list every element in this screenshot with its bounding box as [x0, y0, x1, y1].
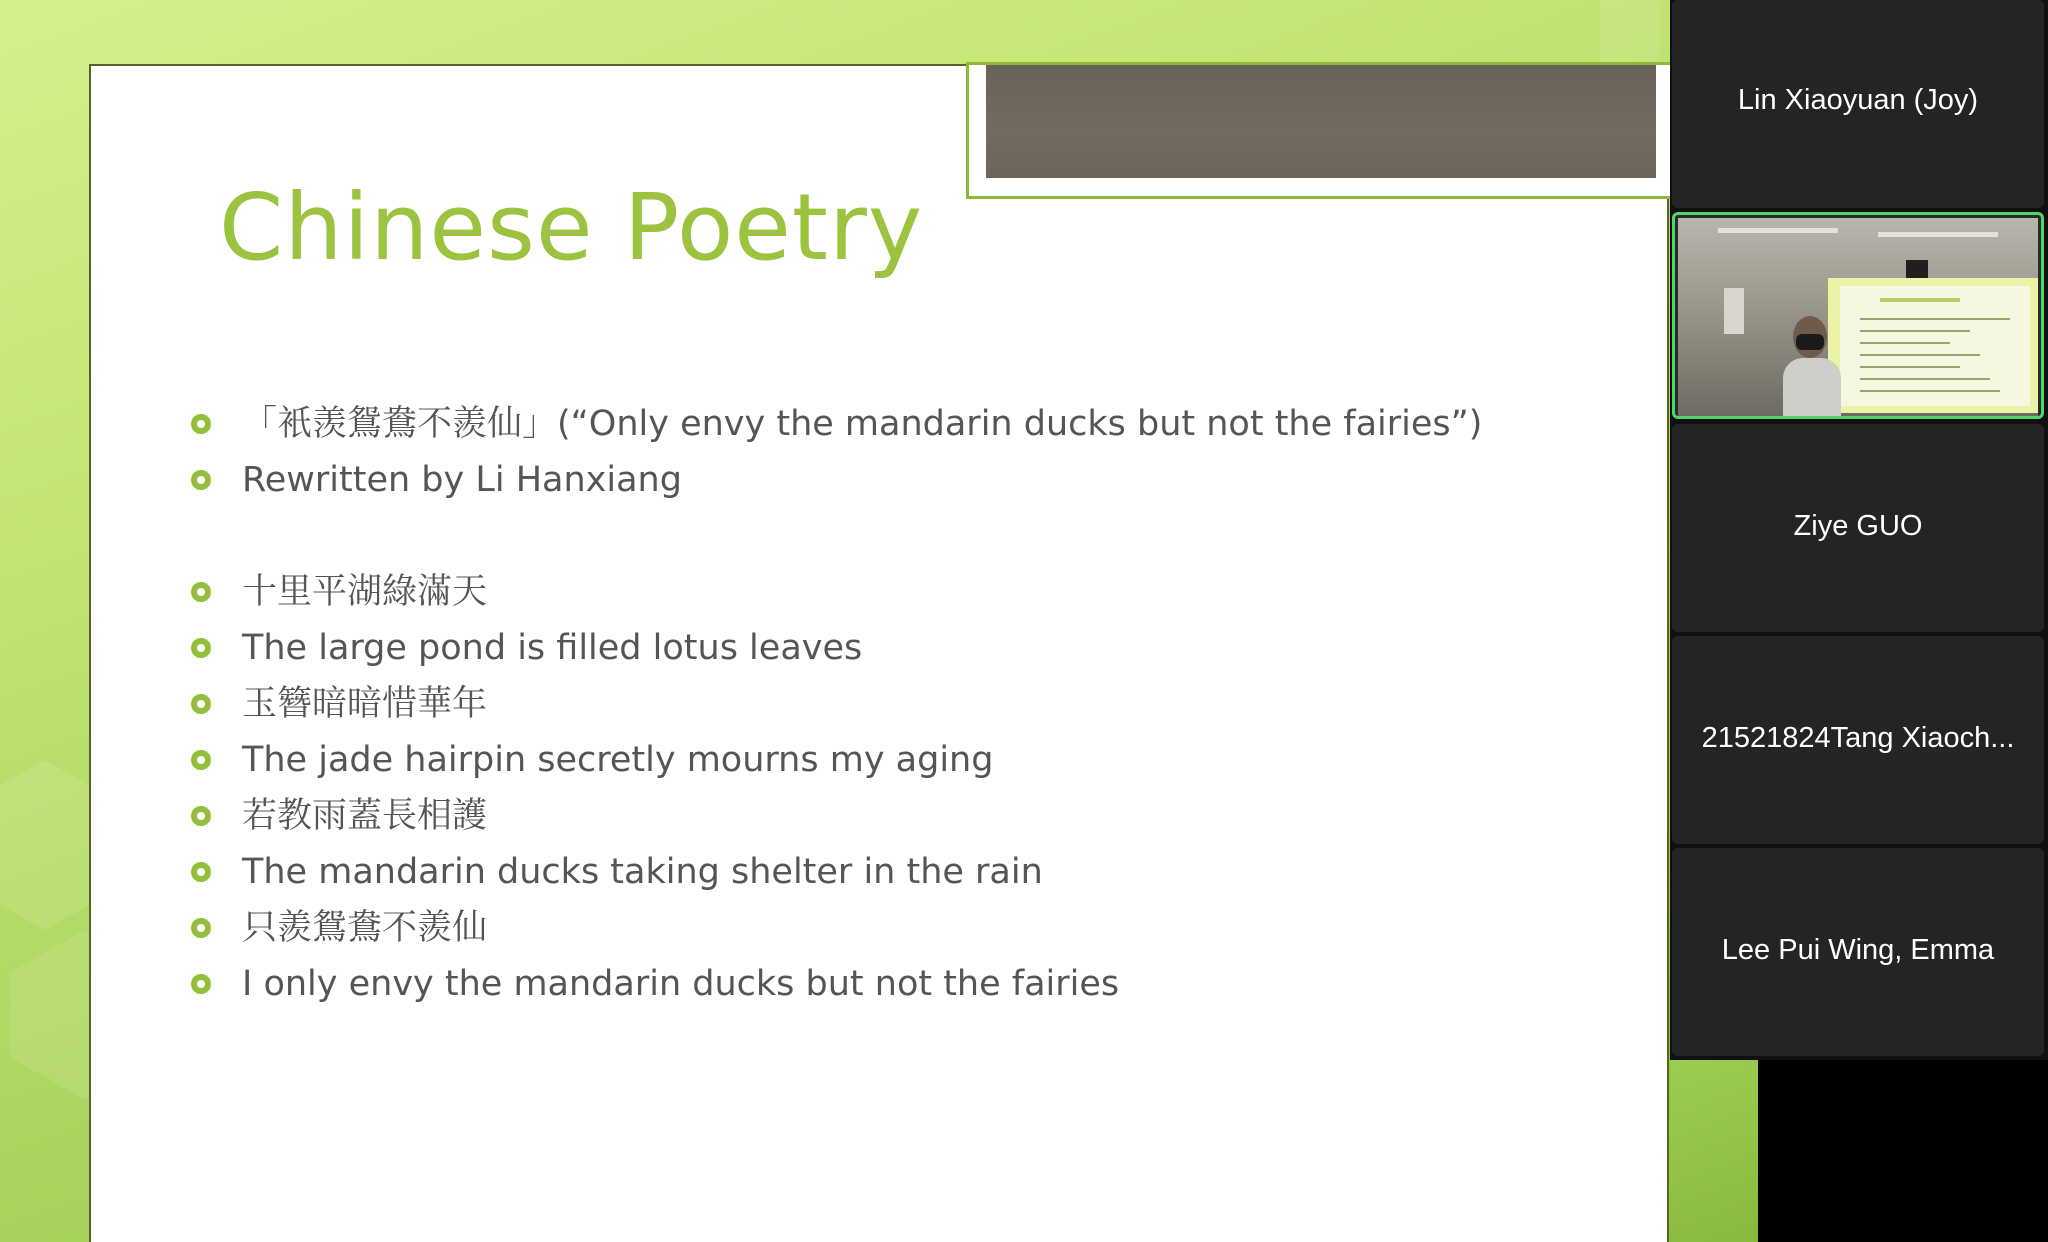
projected-line — [1860, 378, 1990, 380]
bullet-icon — [191, 974, 211, 994]
projection-screen — [1828, 278, 2038, 413]
ceiling-light — [1718, 228, 1838, 233]
wall-speaker — [1906, 260, 1928, 280]
bullet-text: The jade hairpin secretly mourns my aging — [242, 740, 994, 780]
participant-gallery — [1670, 0, 2048, 1060]
projected-line — [1860, 330, 1970, 332]
bullet-icon — [191, 694, 211, 714]
participant-tile[interactable] — [1672, 848, 2044, 1056]
bullet-text: 玉簪暗暗惜華年 — [242, 684, 488, 724]
projected-line — [1860, 342, 1950, 344]
participant-video-tile[interactable] — [1672, 212, 2044, 419]
projected-line — [1860, 366, 1960, 368]
bullet-text: 「衹羡鴛鴦不羨仙」(“Only envy the mandarin ducks but not the fairies”) — [242, 404, 1483, 444]
bullet-text: 若教雨蓋長相護 — [242, 796, 488, 836]
shared-slide-edge — [1670, 1060, 1758, 1242]
participant-tile[interactable] — [1672, 636, 2044, 844]
projected-line — [1860, 390, 2000, 392]
presenter — [1783, 358, 1841, 417]
participant-name: Lin Xiaoyuan (Joy) — [1737, 84, 1979, 116]
bullet-icon — [191, 750, 211, 770]
bullet-icon — [191, 638, 211, 658]
presenter-mask — [1796, 334, 1824, 350]
wall-poster — [1724, 288, 1744, 334]
bullet-icon — [191, 414, 211, 434]
bullet-text: I only envy the mandarin ducks but not the fairies — [242, 964, 1120, 1004]
participant-tile[interactable] — [1672, 424, 2044, 632]
bullet-text: The mandarin ducks taking shelter in the rain — [242, 852, 1043, 892]
projected-title — [1880, 298, 1960, 302]
bullet-text: The large pond is filled lotus leaves — [242, 628, 863, 668]
participant-video-feed — [1678, 218, 2038, 417]
bullet-icon — [191, 806, 211, 826]
slide-title: Chinese Poetry — [219, 174, 924, 281]
bullet-icon — [191, 582, 211, 602]
participant-name: Lee Pui Wing, Emma — [1721, 934, 1995, 966]
participant-tile[interactable] — [1672, 0, 2044, 208]
ceiling-light — [1878, 232, 1998, 237]
bullet-icon — [191, 918, 211, 938]
projected-slide — [1840, 286, 2030, 406]
bullet-icon — [191, 862, 211, 882]
projected-line — [1860, 318, 2010, 320]
participant-name: Ziye GUO — [1793, 510, 1923, 542]
slide-content-card — [89, 64, 1669, 1242]
bullet-icon — [191, 470, 211, 490]
bullet-text: 只羨鴛鴦不羨仙 — [242, 908, 488, 948]
slide-photo — [986, 65, 1656, 178]
bullet-text: 十里平湖綠滿天 — [242, 572, 488, 612]
participant-name: 21521824Tang Xiaoch... — [1701, 722, 2015, 754]
bullet-text: Rewritten by Li Hanxiang — [242, 460, 682, 500]
slide-photo-frame — [966, 62, 1676, 199]
projected-line — [1860, 354, 1980, 356]
